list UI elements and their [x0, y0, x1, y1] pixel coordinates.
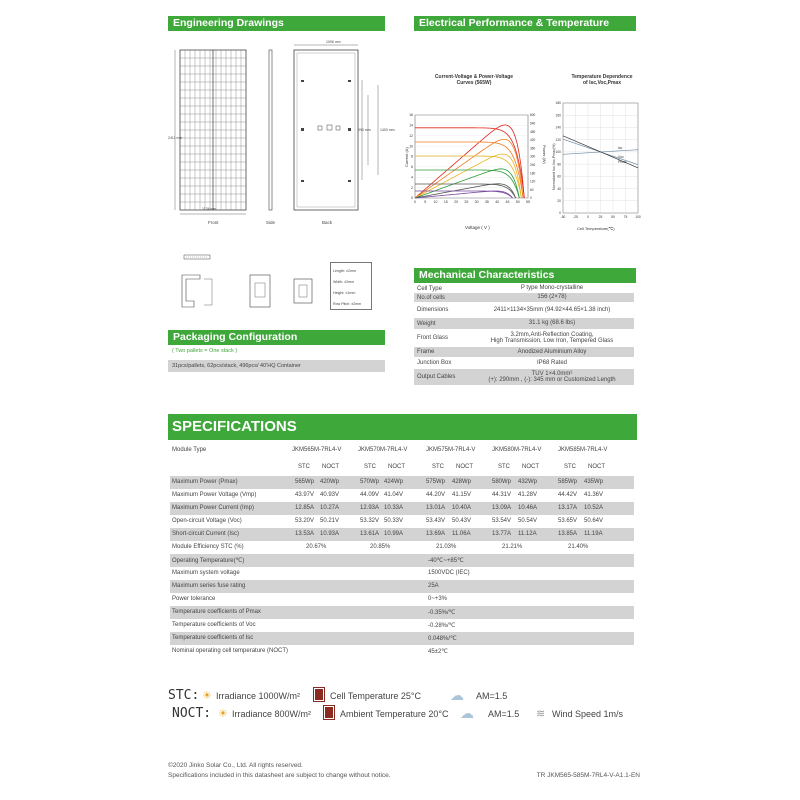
mechanical-header: Mechanical Characteristics	[414, 268, 636, 283]
stc-legend	[168, 688, 638, 706]
temp-x-tick: 100	[635, 215, 641, 219]
spec-value: 44.42V	[558, 492, 578, 498]
spec-label: Maximum series fuse rating	[172, 583, 246, 589]
stc-cell-temp: Cell Temperature 25°C	[330, 691, 421, 701]
sun-icon: ☀	[218, 708, 228, 720]
spec-row	[170, 528, 634, 541]
temp-x-axis-label: Cell Temperature(℃)	[577, 226, 615, 231]
spec-value: 43.97V	[295, 492, 315, 498]
noct-header-2: NOCT	[388, 464, 405, 470]
mechanical-value-line: High Transmission, Low Iron, Tempered Glass	[490, 338, 614, 344]
spec-value: 428Wp	[452, 479, 472, 485]
dimension-a: 1400 mm	[380, 128, 395, 132]
stc-header-4: STC	[498, 464, 510, 470]
spec-single-row	[170, 632, 634, 645]
spec-value: 44.20V	[426, 492, 446, 498]
iv-y-tick: 10	[409, 144, 413, 149]
spec-value: 585Wp	[558, 479, 578, 485]
spec-value: 13.53A	[295, 531, 315, 537]
iv-x-tick: 25	[464, 200, 469, 204]
spec-value: 44.31V	[492, 492, 512, 498]
temp-y-tick: 60	[557, 174, 561, 179]
spec-value: 21.03%	[436, 544, 457, 550]
iv-y-tick: 16	[409, 113, 413, 118]
spec-single-row	[170, 619, 634, 632]
spec-value: 53.54V	[492, 518, 512, 524]
spec-label: Temperature coefficients of Voc	[172, 622, 256, 628]
front-view	[175, 50, 246, 214]
noct-am: AM=1.5	[488, 709, 520, 719]
spec-value: 53.20V	[295, 518, 315, 524]
iv-y-tick: 0	[411, 196, 413, 201]
spec-value: 13.09A	[492, 505, 512, 511]
mechanical-key: Weight	[417, 320, 436, 327]
thermometer-icon	[324, 706, 334, 719]
spec-value: 0~+3%	[428, 596, 448, 602]
iv-y2-tick: 120	[530, 179, 536, 184]
iv-y-tick: 14	[409, 123, 413, 128]
tolerance-width: Width: ±2mm	[333, 280, 355, 284]
noct-label: NOCT:	[172, 706, 212, 721]
mechanical-table	[414, 284, 634, 385]
spec-label: Maximum Power (Pmax)	[172, 479, 238, 485]
iv-y-axis-label: Current (A)	[404, 147, 409, 167]
temp-x-tick: 0	[587, 215, 589, 219]
spec-value: 424Wp	[384, 479, 404, 485]
spec-label: Operating Temperature(℃)	[172, 558, 245, 564]
model-2: JKM570M-7RL4-V	[358, 447, 408, 453]
mechanical-key: Junction Box	[417, 360, 452, 366]
iv-y2-tick: 0	[530, 196, 532, 201]
spec-value: 10.52A	[584, 505, 604, 511]
spec-value: 41.04V	[384, 492, 404, 498]
mechanical-key: Dimensions	[417, 307, 449, 313]
spec-value: -40℃~+85℃	[428, 558, 464, 564]
iv-y-tick: 8	[411, 154, 413, 159]
side-label: Side	[266, 220, 276, 225]
iv-x-tick: 15	[443, 200, 448, 204]
spec-label: Open-circuit Voltage (Voc)	[172, 518, 242, 524]
spec-value: 12.85A	[295, 505, 315, 511]
iv-y2-tick: 480	[530, 129, 536, 134]
temp-chart-title-line2: of Isc,Voc,Pmax	[583, 80, 621, 86]
spec-label: Short-circuit Current (Isc)	[172, 531, 240, 537]
temp-chart-title	[556, 74, 648, 86]
stc-label: STC:	[168, 688, 200, 703]
packaging-header: Packaging Configuration	[168, 330, 385, 345]
iv-chart	[400, 105, 545, 230]
temp-x-tick: -25	[573, 215, 578, 219]
iv-chart-title-line1: Current-Voltage & Power-Voltage	[434, 74, 514, 80]
iv-y2-tick: 360	[530, 146, 536, 151]
mechanical-value	[470, 320, 634, 326]
mechanical-value-line: IP68 Rated	[536, 359, 568, 366]
temp-x-tick: -50	[560, 215, 566, 219]
iv-x-tick: 0	[414, 200, 416, 204]
spec-value: 21.21%	[502, 544, 523, 550]
iv-x-tick: 55	[526, 200, 530, 204]
width-dimension: 1134 mm	[202, 207, 217, 211]
mechanical-value	[470, 332, 634, 345]
iv-x-tick: 35	[484, 200, 489, 204]
spec-value: 50.33V	[384, 518, 404, 524]
iv-chart-title	[414, 74, 534, 86]
spec-value: 53.43V	[426, 518, 446, 524]
spec-value: 580Wp	[492, 479, 512, 485]
packaging-note: ( Two pallets = One stack )	[172, 348, 238, 354]
spec-value: 11.06A	[452, 531, 471, 537]
spec-value: 41.15V	[452, 492, 472, 498]
noct-ambient-temp: Ambient Temperature 20°C	[340, 709, 449, 719]
noct-header-5: NOCT	[588, 464, 605, 470]
spec-label: Maximum system voltage	[172, 570, 240, 576]
spec-value: -0.35%/℃	[428, 610, 456, 616]
specifications-header: SPECIFICATIONS	[168, 414, 637, 440]
spec-value: 41.36V	[584, 492, 604, 498]
spec-value: 53.65V	[558, 518, 578, 524]
mechanical-row	[414, 318, 634, 329]
iv-y-tick: 2	[411, 185, 413, 190]
mechanical-row	[414, 329, 634, 347]
spec-value: 10.99A	[384, 531, 404, 537]
temp-x-tick: 50	[611, 215, 615, 219]
spec-value: 50.21V	[320, 518, 340, 524]
model-1: JKM565M-7RL4-V	[292, 447, 342, 453]
electrical-performance-header: Electrical Performance & Temperature Dependence	[414, 16, 636, 31]
spec-value: 12.93A	[360, 505, 380, 511]
spec-value: 50.54V	[518, 518, 538, 524]
spec-value: 21.40%	[568, 544, 589, 550]
stc-header-1: STC	[298, 464, 310, 470]
iv-x-tick: 5	[424, 200, 427, 204]
tolerance-row-pitch: Row Pitch: ±2mm	[333, 302, 362, 306]
temp-y-tick: 40	[557, 186, 561, 191]
iv-y2-tick: 540	[530, 121, 536, 126]
engineering-drawing	[168, 40, 388, 235]
spec-single-row	[170, 567, 634, 580]
mechanical-value-line: (+): 290mm , (-): 345 mm or Customized Length	[488, 377, 616, 383]
iv-x-tick: 20	[454, 200, 459, 204]
spec-value: 0.048%/℃	[428, 636, 457, 642]
iv-x-tick: 45	[505, 200, 510, 204]
spec-single-row	[170, 606, 634, 619]
back-label: Back	[322, 220, 333, 225]
spec-value: 11.19A	[584, 531, 603, 537]
thermometer-icon	[314, 688, 324, 701]
spec-row	[170, 476, 634, 489]
spec-single-row	[170, 645, 634, 658]
mechanical-value-line: Anodized Aluminium Alloy	[517, 348, 587, 355]
footer-notice: Specifications included in this datasheet are subject to change without notice.	[168, 772, 391, 779]
packaging-detail: 31pcs/pallets, 62pcs/stack, 496pcs/ 40'HQ Container	[168, 360, 385, 372]
mechanical-key: Frame	[417, 349, 435, 355]
spec-value: 13.85A	[558, 531, 578, 537]
iv-x-tick: 50	[515, 200, 520, 204]
spec-value: 10.46A	[518, 505, 538, 511]
cross-section-drawing	[172, 255, 327, 315]
iv-y2-tick: 420	[530, 138, 536, 143]
spec-value: 10.33A	[384, 505, 404, 511]
spec-label: Maximum Power Current (Imp)	[172, 505, 255, 511]
spec-value: 13.61A	[360, 531, 380, 537]
mechanical-value	[470, 294, 634, 300]
temp-chart-title-line1: Temperature Dependence	[571, 74, 633, 80]
iv-y-tick: 6	[411, 165, 413, 170]
mechanical-row	[414, 302, 634, 318]
iv-y2-tick: 300	[530, 154, 536, 159]
spec-efficiency-row	[170, 541, 634, 554]
spec-value: 13.17A	[558, 505, 578, 511]
model-4: JKM580M-7RL4-V	[492, 447, 542, 453]
mechanical-row	[414, 284, 634, 293]
spec-value: 50.64V	[584, 518, 604, 524]
spec-label: Temperature coefficients of Pmax	[172, 609, 261, 615]
spec-value: 20.85%	[370, 544, 391, 550]
spec-model-row	[170, 444, 634, 457]
mechanical-key: Cell Type	[417, 285, 442, 292]
stc-header-3: STC	[432, 464, 444, 470]
noct-legend	[168, 706, 638, 724]
spec-row	[170, 502, 634, 515]
temp-series-label: Pmax	[618, 160, 627, 165]
wind-icon: ≋	[536, 708, 546, 720]
tolerance-length: Length: ±2mm	[333, 269, 356, 273]
iv-y2-tick: 180	[530, 171, 536, 176]
cloud-icon: ☁	[460, 705, 474, 721]
iv-y-tick: 12	[409, 133, 413, 138]
mechanical-value	[470, 360, 634, 366]
spec-value: 13.69A	[426, 531, 446, 537]
temp-y-tick: 20	[557, 198, 561, 203]
spec-value: 570Wp	[360, 479, 380, 485]
spec-single-row	[170, 554, 634, 567]
temp-series-label: Voc	[618, 154, 624, 159]
spec-single-row	[170, 580, 634, 593]
mechanical-key: Front Glass	[417, 335, 449, 341]
spec-value: 50.43V	[452, 518, 472, 524]
temp-y-axis-label: Normalized Isc,Voc,Pmax(%)	[552, 143, 556, 190]
spec-label: Maximum Power Voltage (Vmp)	[172, 492, 257, 498]
iv-y2-tick: 60	[530, 187, 534, 192]
spec-value: 10.93A	[320, 531, 340, 537]
engineering-drawings-header: Engineering Drawings	[168, 16, 385, 31]
noct-wind-speed: Wind Speed 1m/s	[552, 709, 624, 719]
iv-y2-tick: 240	[530, 163, 536, 167]
stc-am: AM=1.5	[476, 691, 508, 701]
spec-single-row	[170, 593, 634, 606]
footer-code: TR JKM565-585M-7RL4-V-A1.1-EN	[536, 772, 640, 779]
spec-value: 420Wp	[320, 479, 340, 485]
temp-series-label: Isc	[618, 145, 623, 150]
side-view	[269, 50, 272, 210]
iv-y2-axis-label: Power (W)	[542, 145, 547, 164]
spec-value: 25A	[428, 583, 439, 589]
spec-value: 20.67%	[306, 544, 327, 550]
iv-chart-title-line2: Curves (565W)	[456, 80, 492, 86]
mechanical-key: No.of cells	[417, 294, 446, 301]
tolerance-box	[330, 262, 372, 310]
mechanical-value-line: P type Mono-crystalline	[520, 285, 584, 292]
mechanical-key: Output Cables	[417, 374, 456, 380]
spec-value: 40.93V	[320, 492, 340, 498]
mechanical-row	[414, 369, 634, 385]
spec-label: Power tolerance	[172, 596, 216, 602]
mechanical-row	[414, 357, 634, 369]
mechanical-value	[470, 371, 634, 384]
spec-row	[170, 515, 634, 528]
noct-header-1: NOCT	[322, 464, 339, 470]
mechanical-value-line: 3.2mm,Anti-Reflection Coating,	[510, 331, 594, 338]
spec-value: 10.27A	[320, 505, 340, 511]
mechanical-value-line: 31.1 kg (68.6 lbs)	[528, 320, 576, 327]
mechanical-value	[470, 349, 634, 355]
spec-value: 45±2℃	[428, 649, 449, 655]
mechanical-value-line: 2411×1134×35mm (94.92×44.65×1.38 inch)	[493, 306, 611, 313]
spec-value: 13.77A	[492, 531, 512, 537]
dimension-b: 990 mm	[358, 128, 371, 132]
temp-y-tick: 160	[555, 113, 561, 118]
spec-value: -0.28%/℃	[428, 623, 456, 629]
mechanical-value	[470, 285, 634, 291]
spec-value: 44.09V	[360, 492, 380, 498]
mechanical-value-line: TUV 1×4.0mm²	[531, 370, 573, 377]
iv-y2-tick: 600	[530, 113, 536, 118]
temp-y-tick: 0	[559, 211, 561, 216]
mechanical-row	[414, 347, 634, 357]
spec-label: Temperature coefficients of Isc	[172, 635, 254, 641]
spec-value: 565Wp	[295, 479, 315, 485]
iv-x-tick: 10	[433, 200, 438, 204]
back-width-dimension: 1096 mm	[326, 40, 341, 44]
spec-value: 41.28V	[518, 492, 538, 498]
stc-header-2: STC	[364, 464, 376, 470]
cloud-icon: ☁	[450, 687, 464, 703]
module-type-label: Module Type	[172, 447, 207, 453]
spec-row	[170, 489, 634, 502]
stc-irradiance: Irradiance 1000W/m²	[216, 691, 301, 701]
temp-x-tick: 75	[623, 215, 628, 219]
noct-header-4: NOCT	[522, 464, 539, 470]
temp-y-tick: 140	[555, 125, 561, 130]
iv-x-tick: 30	[474, 200, 479, 204]
model-5: JKM585M-7RL4-V	[558, 447, 608, 453]
temp-y-tick: 80	[557, 162, 561, 167]
temp-y-tick: 100	[555, 150, 561, 155]
temp-y-tick: 180	[555, 101, 561, 106]
noct-irradiance: Irradiance 800W/m²	[232, 709, 312, 719]
temp-chart	[545, 98, 645, 236]
spec-value: 575Wp	[426, 479, 446, 485]
temp-y-tick: 120	[555, 137, 561, 142]
temp-x-tick: 25	[598, 215, 603, 219]
height-dimension: 2411 mm	[168, 136, 183, 140]
sun-icon: ☀	[202, 690, 212, 702]
footer-copyright: ©2020 Jinko Solar Co., Ltd. All rights reserved.	[168, 762, 303, 769]
spec-label: Nominal operating cell temperature (NOCT)	[172, 648, 289, 654]
mechanical-value-line: 156 (2×78)	[537, 294, 567, 301]
spec-value: 435Wp	[584, 479, 604, 485]
tolerance-height: Height: ±1mm	[333, 291, 356, 295]
spec-condition-row	[170, 461, 634, 474]
spec-value: 11.12A	[518, 531, 537, 537]
mechanical-value	[470, 307, 634, 313]
spec-value: 53.32V	[360, 518, 380, 524]
noct-header-3: NOCT	[456, 464, 473, 470]
iv-x-tick: 40	[495, 200, 500, 204]
spec-label: Module Efficiency STC (%)	[172, 544, 244, 550]
spec-value: 432Wp	[518, 479, 538, 485]
front-label: Front	[208, 220, 219, 225]
model-3: JKM575M-7RL4-V	[426, 447, 476, 453]
mechanical-row	[414, 293, 634, 302]
iv-x-axis-label: Voltage ( V )	[465, 225, 490, 230]
stc-header-5: STC	[564, 464, 576, 470]
spec-value: 1500VDC (IEC)	[428, 570, 470, 576]
iv-y-tick: 4	[411, 175, 413, 180]
spec-value: 13.01A	[426, 505, 446, 511]
spec-value: 10.40A	[452, 505, 472, 511]
